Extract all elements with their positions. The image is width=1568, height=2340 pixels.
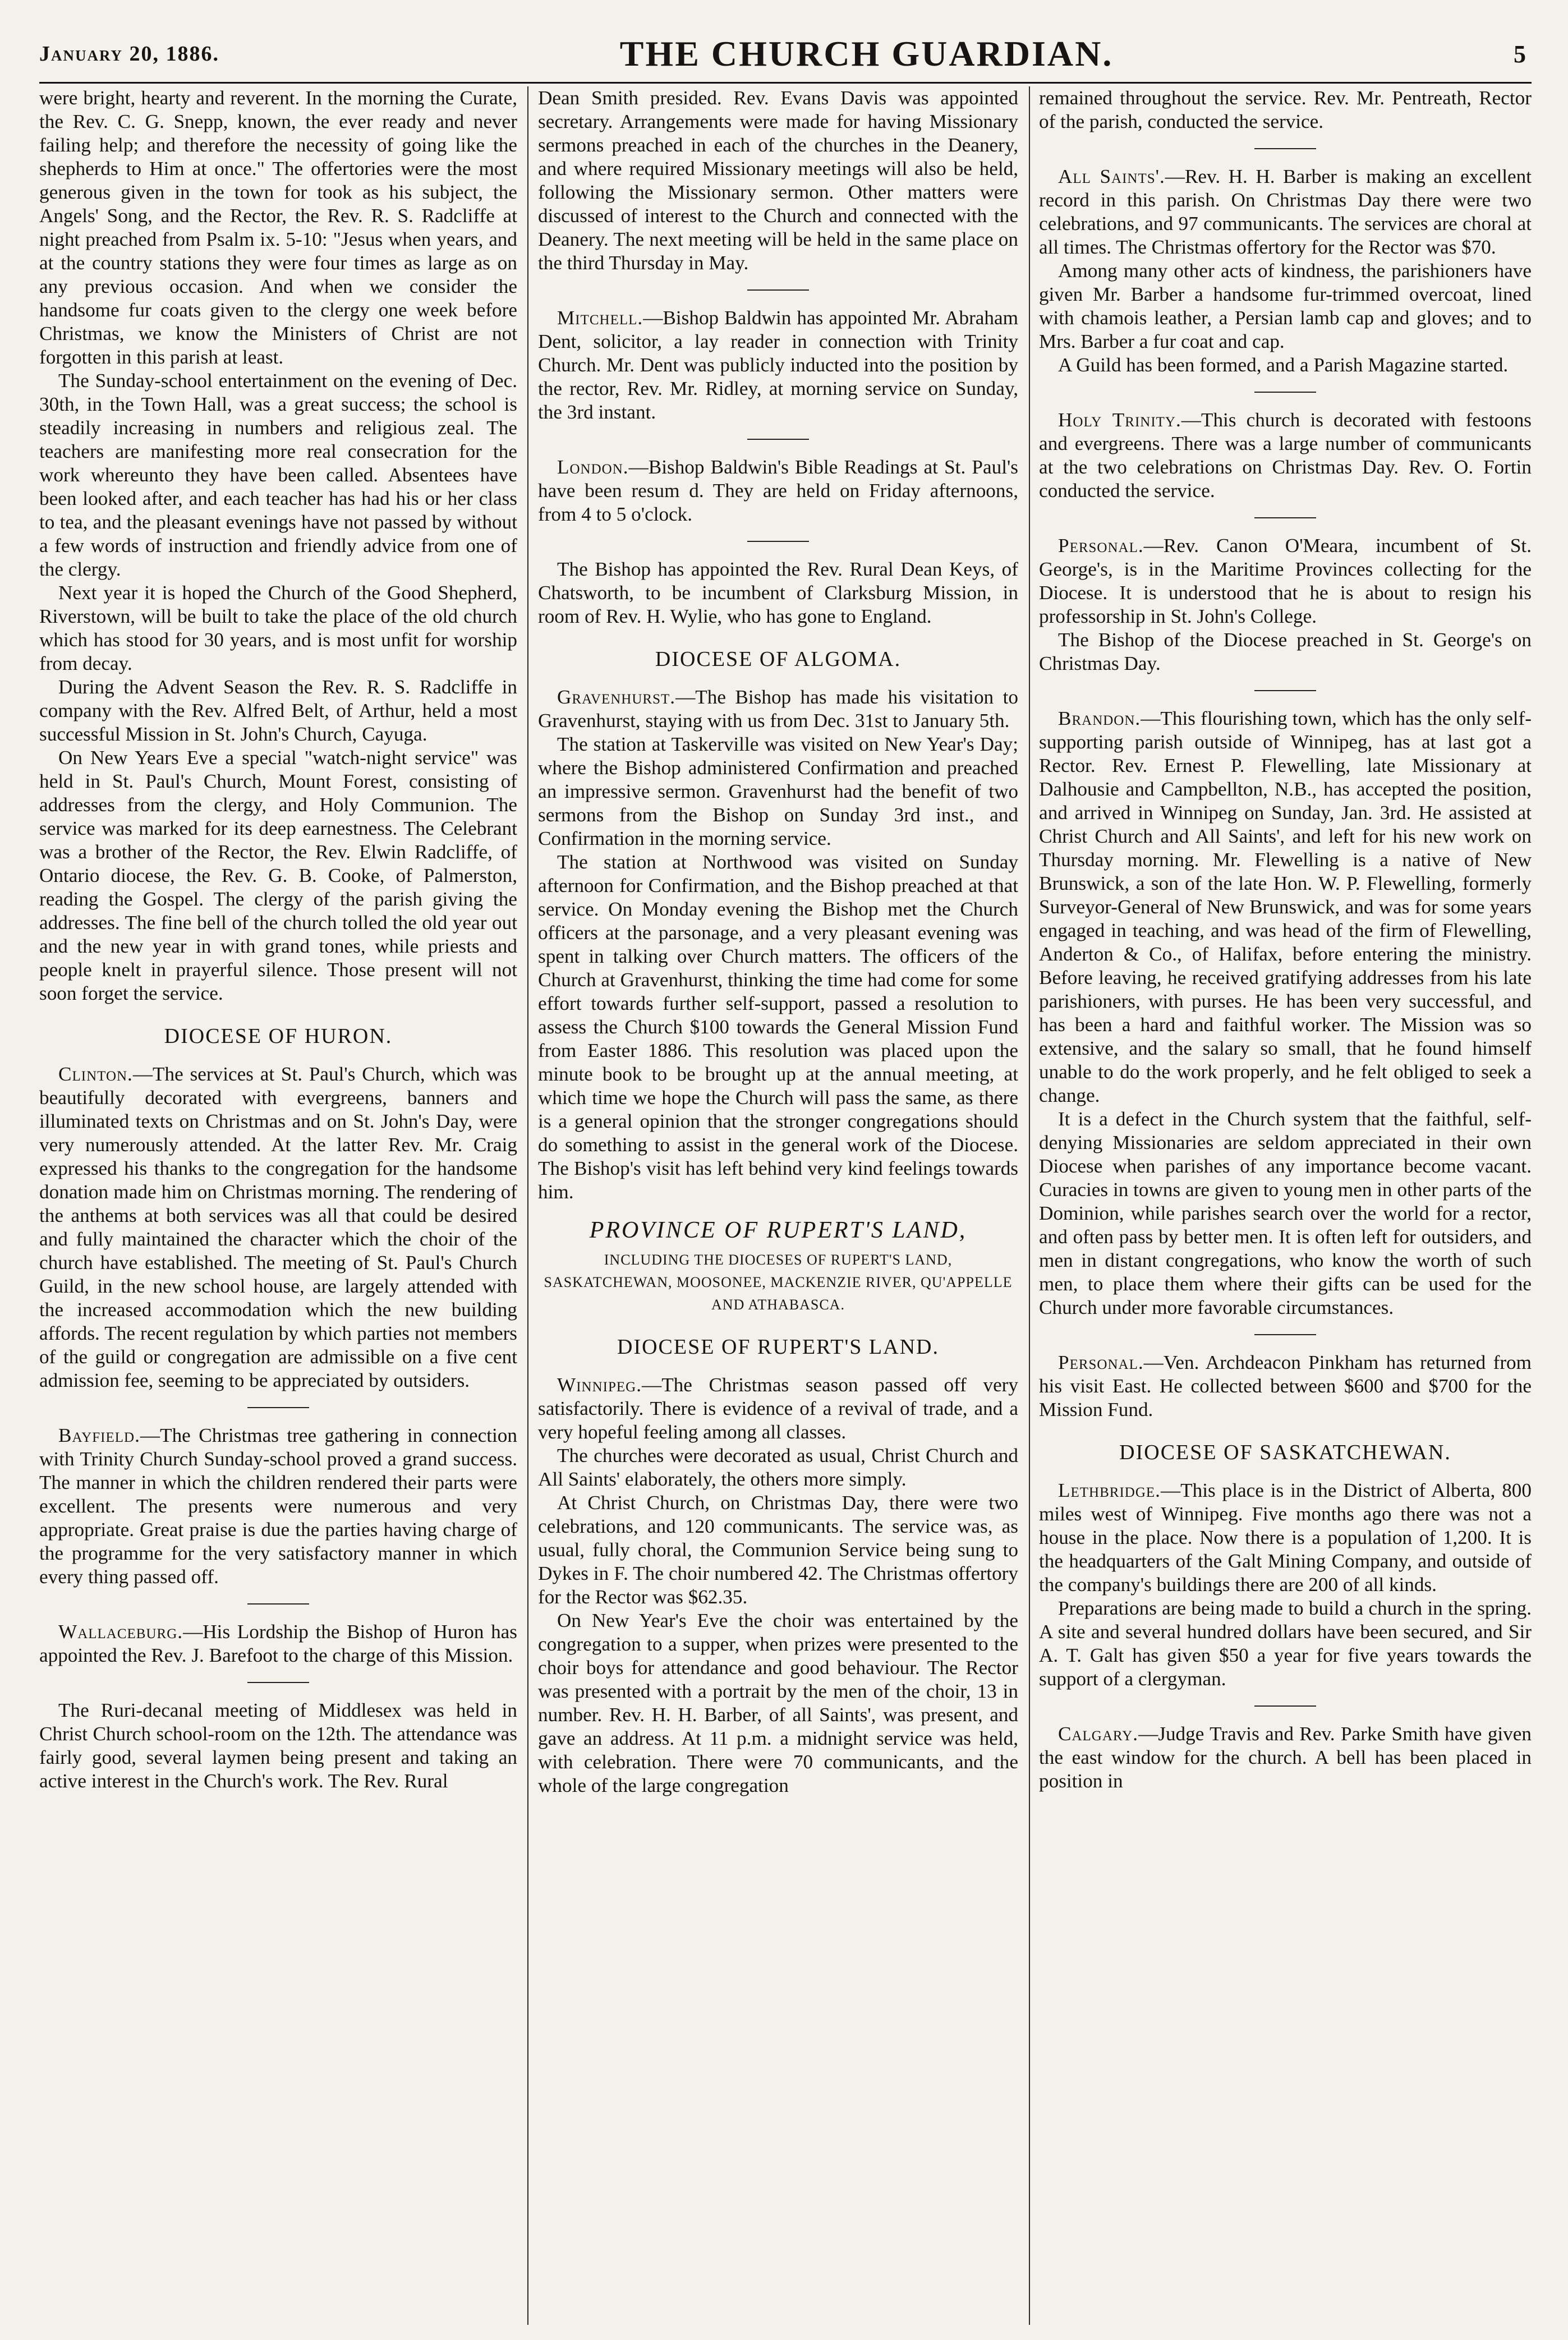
- separator: [247, 1603, 309, 1605]
- news-item-personal: [1039, 534, 1532, 628]
- newspaper-page: [39, 26, 1532, 2332]
- issue-date: January 20, 1886.: [39, 42, 220, 66]
- masthead: [39, 26, 1532, 84]
- paragraph: The Ruri-decanal meeting of Middlesex was held in Christ Church school-room on the 12th. The attendance was fairly good, several laymen being present and taking an active interest in the Church's work. The Rev. Rural: [39, 1699, 517, 1792]
- section-heading-ruperts-land: DIOCESE OF RUPERT'S LAND.: [617, 1335, 939, 1359]
- separator: [1254, 517, 1316, 518]
- paragraph: The station at Taskerville was visited on New Year's Day; where the Bishop administered Confirmation and preached an impressive sermon. Gravenhurst had the benefit of two sermons from the Bishop on Sunday 3rd inst., and Confirmation in the morning service.: [538, 733, 1018, 849]
- item-text: —The Christmas season passed off very satisfactorily. There is evidence of a revival of trade, and a very hopeful feeling among all classes.: [538, 1374, 1018, 1443]
- section-heading-saskatchewan: DIOCESE OF SASKATCHEWAN.: [1119, 1441, 1451, 1464]
- news-item-mitchell: [538, 306, 1018, 424]
- paragraph: remained throughout the service. Rev. Mr. Pentreath, Rector of the parish, conducted the service.: [1039, 87, 1532, 132]
- item-text: —Bishop Baldwin's Bible Readings at St. Paul's have been resum d. They are held on Friday afternoons, from 4 to 5 o'clock.: [538, 456, 1018, 525]
- item-text: —The Bishop has made his visitation to Gravenhurst, staying with us from Dec. 31st to January 5th.: [538, 686, 1018, 732]
- news-item-bayfield: [39, 1424, 517, 1589]
- paragraph: Preparations are being made to build a church in the spring. A site and several hundred dollars have been secured, and Sir A. T. Galt has given $50 a year for five years towards the support of a clergyman.: [1039, 1597, 1532, 1690]
- separator: [747, 289, 809, 291]
- news-item-london: [538, 456, 1018, 526]
- article-columns: [39, 86, 1532, 2325]
- page-number: 5: [1513, 40, 1526, 68]
- place-lead: Clinton.: [58, 1063, 133, 1085]
- separator: [1254, 392, 1316, 393]
- news-item-all-saints: [1039, 165, 1532, 259]
- news-item-clinton: [39, 1063, 517, 1392]
- paragraph: The Sunday-school entertainment on the evening of Dec. 30th, in the Town Hall, was a great success; the school is steadily increasing in numbers and religious zeal. The teachers are manifesting more real consecration for the work whereunto they have been called. Absentees have been looked after, and each teacher has had his or her class to tea, and the pleasant evenings have not passed by without a few words of instruction and friendly advice from one of the clergy.: [39, 370, 517, 580]
- news-item-holy-trinity: [1039, 408, 1532, 503]
- column-1: [39, 86, 517, 2325]
- paragraph: were bright, hearty and reverent. In the morning the Curate, the Rev. C. G. Snepp, known, the ever ready and never failing help; and therefore the necessity of going like the shepherds to Him at once." The offertories were the most generous given in the town for took as his subject, the Angels' Song, and the Rector, the Rev. R. S. Radcliffe at night preached from Psalm ix. 5-10: "Jesus when years, and at the country stations they were four times as large as on any previous occasion. And when we consider the handsome fur coats given to the clergy one week before Christmas, we know the Ministers of Christ are not forgotten in this parish at least.: [39, 87, 517, 368]
- paragraph: On New Years Eve a special "watch-night service" was held in St. Paul's Church, Mount Forest, consisting of addresses from the clergy, and Holy Communion. The service was marked for its deep earnestness. The Celebrant was a brother of the Rector, the Rev. Elwin Radcliffe, of Ontario diocese, the Rev. G. B. Cooke, of Palmerston, reading the Gospel. The clergy of the parish giving the addresses. The fine bell of the church tolled the old year out and the new year in with grand tones, while priests and people knelt in prayerful silence. Those present will not soon forget the service.: [39, 747, 517, 1004]
- item-text: —His Lordship the Bishop of Huron has appointed the Rev. J. Barefoot to the charge of this Mission.: [39, 1621, 517, 1666]
- place-lead: Bayfield.: [58, 1424, 140, 1446]
- paragraph: Among many other acts of kindness, the parishioners have given Mr. Barber a handsome fur-trimmed overcoat, lined with chamois leather, a Persian lamb cap and gloves; and to Mrs. Barber a fur coat and cap.: [1039, 260, 1532, 352]
- news-item-wallaceburg: [39, 1620, 517, 1667]
- column-2: [538, 86, 1018, 2325]
- place-lead: All Saints'.: [1058, 165, 1165, 187]
- section-heading-province: PROVINCE OF RUPERT'S LAND,: [589, 1217, 967, 1243]
- item-text: —Judge Travis and Rev. Parke Smith have given the east window for the church. A bell has been placed in position in: [1039, 1723, 1532, 1792]
- paragraph: Dean Smith presided. Rev. Evans Davis was appointed secretary. Arrangements were made for having Missionary sermons preached in each of the churches in the Deanery, and where required Missionary meetings will also be held, following the Missionary sermon. Other matters were discussed of interest to the Church and connected with the Deanery. The next meeting will be held in the same place on the third Thursday in May.: [538, 87, 1018, 274]
- section-heading-huron: DIOCESE OF HURON.: [164, 1024, 393, 1048]
- item-text: —This church is decorated with festoons and evergreens. There was a large number of communicants at the two celebrations on Christmas Day. Rev. O. Fortin conducted the service.: [1039, 409, 1532, 502]
- separator: [1254, 690, 1316, 691]
- place-lead: Personal.: [1058, 1351, 1144, 1373]
- item-text: —The Christmas tree gathering in connection with Trinity Church Sunday-school proved a grand success. The manner in which the children rendered their parts were excellent. The presents were numerous and very appropriate. Great praise is due the parties having charge of the programme for the very satisfactory manner in which every thing passed off.: [39, 1424, 517, 1588]
- news-item-personal: [1039, 1351, 1532, 1422]
- place-lead: London.: [557, 456, 629, 478]
- paragraph: On New Year's Eve the choir was entertained by the congregation to a supper, when prizes were presented to the choir boys for attendance and good behaviour. The Rector was presented with a portrait by the men of the choir, 13 in number. Rev. H. H. Barber, of all Saints', was present, and gave an address. At 11 p.m. a midnight service was held, with celebration. There were 70 communicants, and the whole of the large congregation: [538, 1610, 1018, 1796]
- item-text: —The services at St. Paul's Church, which was beautifully decorated with evergreens, banners and illuminated texts on Christmas and on St. John's Day, were very numerously attended. At the latter Rev. Mr. Craig expressed his thanks to the congregation for the handsome donation made him on Christmas morning. The rendering of the anthems at both services was all that could be desired and fully maintained the character which the choir of the church have established. The meeting of St. Paul's Church Guild, in the new school house, are largely attended with the increased accommodation which the new building affords. The recent regulation by which parties not members of the guild or congregation are admissible on a five cent admission fee, seeming to be appreciated by outsiders.: [39, 1063, 517, 1391]
- paragraph: The Bishop has appointed the Rev. Rural Dean Keys, of Chatsworth, to be incumbent of Clarksburg Mission, in room of Rev. H. Wylie, who has gone to England.: [538, 558, 1018, 627]
- place-lead: Calgary.: [1058, 1723, 1139, 1745]
- place-lead: Winnipeg.: [557, 1374, 642, 1396]
- place-lead: Gravenhurst.: [557, 686, 676, 708]
- column-3: [1039, 86, 1532, 2325]
- paragraph: A Guild has been formed, and a Parish Magazine started.: [1058, 354, 1509, 376]
- news-item-winnipeg: [538, 1373, 1018, 1444]
- place-lead: Lethbridge.: [1058, 1479, 1161, 1501]
- paragraph: The Bishop of the Diocese preached in St. George's on Christmas Day.: [1039, 629, 1532, 674]
- newspaper-title: THE CHURCH GUARDIAN.: [619, 34, 1114, 73]
- news-item-lethbridge: [1039, 1479, 1532, 1597]
- place-lead: Wallaceburg.: [58, 1621, 183, 1643]
- news-item-brandon: [1039, 707, 1532, 1107]
- separator: [747, 541, 809, 542]
- paragraph: At Christ Church, on Christmas Day, there were two celebrations, and 120 communicants. The service was, as usual, fully choral, the Communion Service being sung to Dykes in F. The choir numbered 42. The Christmas offertory for the Rector was $62.35.: [538, 1492, 1018, 1608]
- place-lead: Brandon.: [1058, 707, 1141, 729]
- place-lead: Mitchell.: [557, 307, 643, 329]
- paragraph: It is a defect in the Church system that the faithful, self-denying Missionaries are seldom appreciated in their own Diocese when parishes of any importance become vacant. Curacies in towns are given to young men in other parts of the Dominion, while parishes search over the world for a rector, and often pass by better men. It is often left for outsiders, and men in distant congregations, who know the worth of such men, to place them where their gifts can be used for the Church under more favorable circumstances.: [1039, 1108, 1532, 1318]
- separator: [247, 1682, 309, 1683]
- place-lead: Holy Trinity.: [1058, 409, 1181, 431]
- item-text: —This place is in the District of Alberta, 800 miles west of Winnipeg. Five months ago there was not a house in the place. Now there is a population of 1,200. It is the headquarters of the Galt Mining Company, and outside of the company's buildings there are 200 of all kinds.: [1039, 1479, 1532, 1596]
- paragraph: During the Advent Season the Rev. R. S. Radcliffe in company with the Rev. Alfred Belt, of Arthur, held a most successful Mission in St. John's Church, Cayuga.: [39, 676, 517, 745]
- paragraph: The churches were decorated as usual, Christ Church and All Saints' elaborately, the others more simply.: [538, 1445, 1018, 1490]
- separator: [747, 439, 809, 440]
- item-text: —Ven. Archdeacon Pinkham has returned from his visit East. He collected between $600 and $700 for the Mission Fund.: [1039, 1351, 1532, 1420]
- place-lead: Personal.: [1058, 535, 1144, 557]
- news-item-calgary: [1039, 1722, 1532, 1793]
- separator: [1254, 1705, 1316, 1707]
- paragraph: The station at Northwood was visited on Sunday afternoon for Confirmation, and the Bishop preached at that service. On Monday evening the Bishop met the Church officers at the parsonage, and a very pleasant evening was spent in talking over Church matters. The officers of the Church at Gravenhurst, thinking the time had come for some effort towards further self-support, passed a resolution to assess the Church $100 towards the General Mission Fund from Easter 1886. This resolution was placed upon the minute book to be brought up at the annual meeting, at which time we hope the Church will pass the same, as there is a general opinion that the stronger congregations should do something to assist in the general work of the Diocese. The Bishop's visit has left behind very kind feelings towards him.: [538, 851, 1018, 1203]
- item-text: —Bishop Baldwin has appointed Mr. Abraham Dent, solicitor, a lay reader in connection with Trinity Church. Mr. Dent was publicly inducted into the position by the rector, Rev. Mr. Ridley, at morning service on Sunday, the 3rd instant.: [538, 307, 1018, 423]
- separator: [1254, 1334, 1316, 1335]
- province-subheading: INCLUDING THE DIOCESES OF RUPERT'S LAND, SASKATCHEWAN, MOOSONEE, MACKENZIE RIVER, QU'APPELLE AND ATHABASCA.: [544, 1252, 1013, 1313]
- column-rule: [1029, 86, 1030, 2325]
- separator: [1254, 148, 1316, 149]
- separator: [247, 1407, 309, 1408]
- section-heading-algoma: DIOCESE OF ALGOMA.: [655, 647, 902, 671]
- paragraph: Next year it is hoped the Church of the Good Shepherd, Riverstown, will be built to take the place of the old church which has stood for 30 years, and is most unfit for worship from decay.: [39, 582, 517, 674]
- news-item-gravenhurst: [538, 686, 1018, 733]
- item-text: —Rev. Canon O'Meara, incumbent of St. George's, is in the Maritime Provinces collecting for the Diocese. It is understood that he is about to resign his professorship in St. John's College.: [1039, 535, 1532, 627]
- column-rule: [527, 86, 528, 2325]
- item-text: —This flourishing town, which has the only self-supporting parish outside of Winnipeg, has at last got a Rector. Rev. Ernest P. Flewelling, late Missionary at Dalhousie and Campbellton, N.B., has accepted the position, and arrived in Winnipeg on Sunday, Jan. 3rd. He assisted at Christ Church and All Saints', and left for his new work on Thursday morning. Mr. Flewelling is a native of New Brunswick, a son of the late Hon. W. P. Flewelling, formerly Surveyor-General of New Brunswick, and was for some years engaged in teaching, and was head of the firm of Flewelling, Anderton & Co., of Halifax, before entering the ministry. Before leaving, he received gratifying addresses from his late parishioners, with purses. He has been very successful, and has been a hard and faithful worker. The Mission was so extensive, and the salary so small, that he found himself unable to do the work properly, and he felt obliged to seek a change.: [1039, 707, 1532, 1106]
- item-text: —Rev. H. H. Barber is making an excellent record in this parish. On Christmas Day there were two celebrations, and 97 communicants. The services are choral at all times. The Christmas offertory for the Rector was $70.: [1039, 165, 1532, 258]
